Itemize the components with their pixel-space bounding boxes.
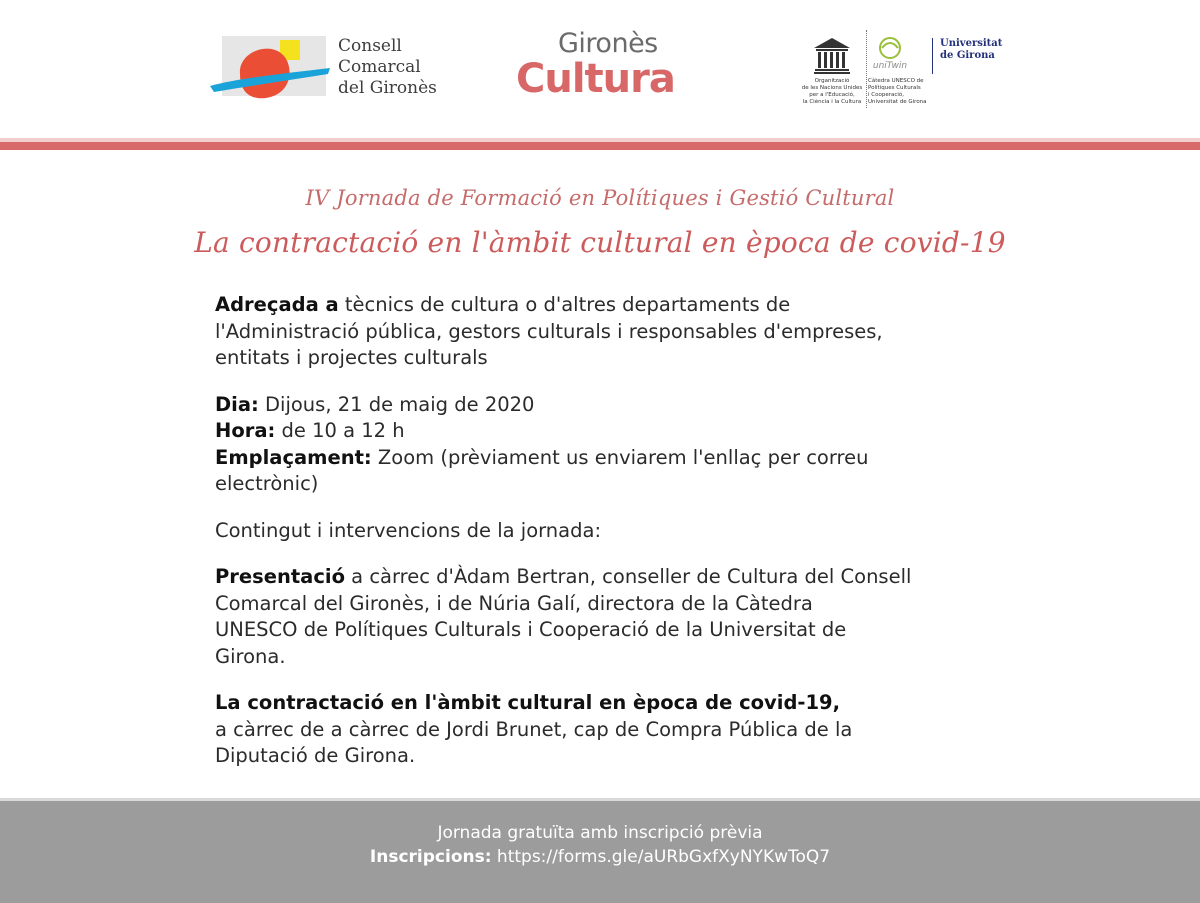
unesco-caption (800, 78, 864, 106)
consell-comarcal-logo (210, 34, 440, 104)
registration-label: Inscripcions: (369, 847, 492, 867)
time-value: de 10 a 12 h (275, 419, 405, 442)
place-value: Zoom (prèviament us enviarem l'enllaç per correu (371, 445, 869, 469)
contents-heading (215, 518, 1005, 545)
unitwin-icon (870, 34, 910, 76)
header-band (0, 142, 1200, 150)
unitwin-caption-line: Càtedra UNESCO de (868, 78, 924, 84)
gironès-cultura-logo (516, 28, 676, 112)
unesco-caption-line: de les Nacions Unides (801, 85, 863, 91)
footer-free-note: Jornada gratuïta amb inscripció prèvia (437, 823, 763, 843)
consell-logo-line: del Gironès (338, 78, 437, 98)
day-label: Dia: (215, 392, 259, 416)
udg-logo-line: Universitat (940, 38, 1003, 49)
udg-divider (932, 38, 934, 74)
place-line: electrònic) (215, 472, 319, 495)
place-line (215, 445, 1005, 472)
event-subtitle: IV Jornada de Formació en Polítiques i Gestió Cultural (305, 186, 895, 210)
time-label: Hora: (215, 419, 276, 442)
talk-line: a càrrec de a càrrec de Jordi Brunet, cap de Compra Pública de la (215, 717, 853, 741)
place-label: Emplaçament: (215, 445, 372, 469)
footer (0, 798, 1200, 903)
time-line (215, 418, 1005, 445)
consell-emblem-icon (210, 34, 336, 104)
unesco-caption-line: la Ciència i la Cultura (802, 99, 862, 105)
talk-line: Diputació de Girona. (215, 744, 416, 767)
day-line (215, 392, 1005, 419)
registration-link[interactable]: https://forms.gle/aURbGxfXyNYKwToQ7 (491, 847, 831, 867)
header (0, 0, 1200, 138)
unesco-caption-line: Organització (814, 78, 850, 84)
details-paragraph (215, 392, 1005, 498)
consell-logo-line: Consell (338, 36, 402, 56)
event-description (215, 292, 1005, 790)
talk-title (215, 690, 1005, 717)
contents-heading-text: Contingut i intervencions de la jornada: (215, 518, 602, 542)
unesco-logo-group (800, 30, 1010, 110)
unitwin-caption (868, 78, 928, 106)
footer-registration (0, 845, 1200, 869)
presentation-line: Girona. (215, 644, 286, 668)
talk-paragraph (215, 690, 1005, 770)
presentation-line: UNESCO de Polítiques Culturals i Cooperació de la Universitat de (215, 618, 847, 641)
svg-text:uniTwin: uniTwin (872, 61, 908, 71)
day-value: Dijous, 21 de maig de 2020 (258, 392, 535, 416)
event-title: La contractació en l'àmbit cultural en època de covid-19 (194, 226, 1006, 259)
footer-text (0, 821, 1200, 869)
presentation-text: a càrrec d'Àdam Bertran, conseller de Cultura del Consell (344, 565, 912, 588)
presentation-label: Presentació (215, 565, 345, 588)
presentation-line: Comarcal del Gironès, i de Núria Galí, directora de la Càtedra (215, 591, 813, 615)
udg-logo-line: de Girona (940, 50, 995, 61)
talk-title-text: La contractació en l'àmbit cultural en època de covid-19, (215, 691, 841, 714)
audience-paragraph (215, 292, 1005, 372)
unitwin-caption-line: Polítiques Culturals (868, 85, 921, 91)
audience-label: Adreçada a (215, 293, 339, 316)
consell-logo-text (338, 36, 437, 99)
universitat-de-girona-logo (940, 38, 1002, 62)
unitwin-caption-line: i Cooperació, (868, 92, 905, 98)
unesco-caption-line: per a l'Educació, (809, 92, 855, 98)
unitwin-caption-line: Universitat de Girona (868, 99, 927, 105)
presentation-line (215, 564, 1005, 591)
audience-text: tècnics de cultura o d'altres departaments de (338, 293, 791, 316)
unesco-temple-icon (812, 36, 852, 76)
audience-line: entitats i projectes culturals (215, 346, 488, 369)
gironès-logo-line2: Cultura (516, 56, 675, 102)
consell-logo-line: Comarcal (338, 57, 421, 77)
audience-line (215, 292, 1005, 319)
presentation-paragraph (215, 564, 1005, 670)
gironès-logo-line1: Gironès (558, 28, 658, 59)
audience-line: l'Administració pública, gestors culturals i responsables d'empreses, (215, 319, 883, 343)
